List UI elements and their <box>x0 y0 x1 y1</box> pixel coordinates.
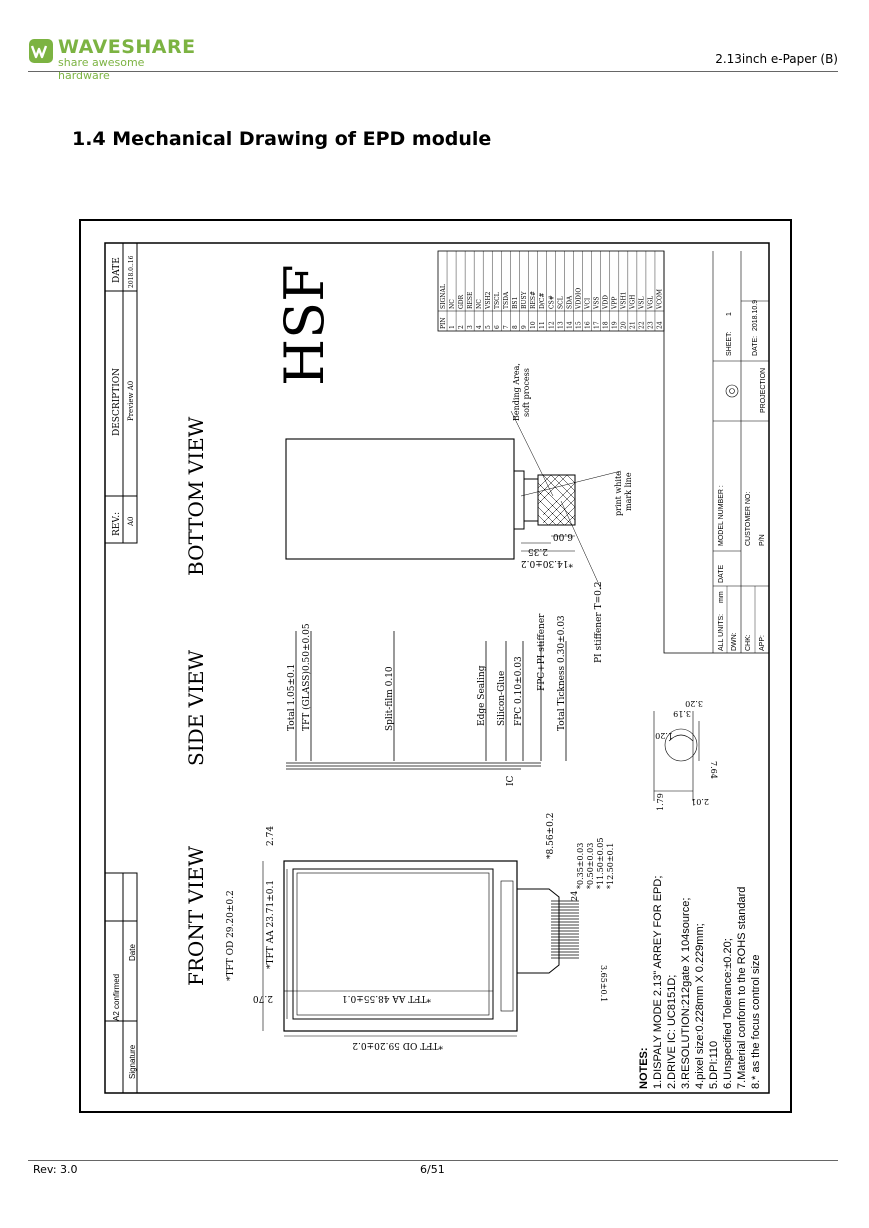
tft-outline <box>284 861 517 1031</box>
revision-table <box>105 243 137 543</box>
waveshare-logo-icon <box>28 38 54 64</box>
note-8: 8.* as the focus control size <box>750 954 762 1089</box>
header-divider <box>28 71 838 72</box>
brand-tagline: share awesome hardware <box>58 56 145 82</box>
footer-revision: Rev: 3.0 <box>33 1163 78 1176</box>
side-glass: TFT (GLASS)0.50±0.05 <box>302 623 312 731</box>
tb-projection: PROJECTION <box>760 367 767 413</box>
pin-signal: SDA <box>566 295 574 309</box>
bottom-length: *14.30±0.2 <box>520 558 573 568</box>
hsf-mark: HSF <box>273 264 336 386</box>
detail-d4: 1.79 <box>656 793 665 811</box>
tb-dwn: DWN: <box>731 632 738 651</box>
dim-tft-aa-height: *TFT AA 23.71±0.1 <box>266 879 276 969</box>
pin-header: PIN <box>439 317 447 329</box>
note-3: 3.RESOLUTION:212gate X 104source; <box>680 897 692 1089</box>
pin-number: 21 <box>629 321 637 329</box>
bend-area: Bending Area, <box>512 363 521 421</box>
desc-value: Preview A0 <box>127 380 135 421</box>
section-title: 1.4 Mechanical Drawing of EPD module <box>72 128 492 150</box>
pin-signal: VPP <box>611 296 619 309</box>
pin-number: 6 <box>494 325 502 329</box>
tb-sheet-label: SHEET: <box>726 331 733 356</box>
pin-signal: VDD <box>602 295 610 309</box>
tb-all-units: ALL UNITS: <box>718 613 725 651</box>
pin-signal: CS# <box>548 295 556 309</box>
side-silicon-glue: Silicon-Glue <box>497 670 507 726</box>
side-total-thickness: Total 1.05±0.1 <box>287 663 297 731</box>
detail-d1: 3.20 <box>685 699 703 708</box>
pin-number: 10 <box>530 321 538 329</box>
fpc-pins <box>551 901 579 958</box>
title-block <box>664 251 769 653</box>
pin-signal: VSH1 <box>620 291 628 309</box>
note-6: 6.Unspecified Tolerance:±0.20; <box>722 938 734 1089</box>
brand-name: WAVESHARE <box>58 36 196 58</box>
side-split-film: Split-film 0.10 <box>385 666 395 731</box>
pin-table <box>438 251 664 331</box>
side-fpc-pi: FPC+PI stiffener <box>537 613 547 691</box>
pin-signal: VSS <box>593 296 601 309</box>
pin-signal: VDDIO <box>575 287 583 309</box>
soft-process: soft process <box>522 368 531 417</box>
pin-number: 15 <box>575 321 583 329</box>
drawing-canvas <box>81 221 790 1111</box>
bottom-view-title: BOTTOM VIEW <box>184 416 208 576</box>
pin-signal: GDR <box>457 294 465 309</box>
bottom-dim-a: 2.35 <box>527 546 548 556</box>
tb-date-label: DATE: <box>752 335 759 356</box>
dim-tft-od-height: *TFT OD 29.20±0.2 <box>226 890 236 981</box>
pin-number: 7 <box>503 325 511 329</box>
pin-number: 20 <box>620 321 628 329</box>
approval-table <box>105 873 137 1093</box>
pin-number: 18 <box>602 321 610 329</box>
side-view-stack <box>286 631 566 769</box>
tb-date: DATE <box>718 564 725 583</box>
pin-signal: TSCL <box>494 292 502 309</box>
dim-pitch-total: *11.50±0.05 <box>596 837 605 889</box>
dim-pitch-b: *0.50±0.03 <box>586 842 595 889</box>
dim-left-margin: 2.70 <box>252 993 273 1003</box>
tb-app: APP: <box>759 635 766 651</box>
pin-number: 23 <box>647 321 655 329</box>
tb-customer-no: CUSTOMER NO: <box>745 491 752 546</box>
pin-number: 22 <box>638 321 646 329</box>
pin-number: 13 <box>557 321 565 329</box>
date-value: 2018.0..16 <box>128 255 135 288</box>
a2-confirmed: A2 confirmed <box>112 973 121 1021</box>
pin-signal: VGH <box>629 294 637 309</box>
side-fpc-thickness: FPC 0.10±0.03 <box>514 656 524 726</box>
tb-pn: P/N <box>759 534 766 546</box>
rev-label: REV.: <box>112 511 122 536</box>
date-label: DATE <box>112 257 122 283</box>
dim-top-margin: 2.74 <box>266 825 276 846</box>
tb-units: mm <box>718 591 725 603</box>
tb-sheet-value: 1 <box>726 312 733 316</box>
pin-number: 1 <box>448 325 456 329</box>
pin-signal: NC <box>448 299 456 309</box>
detail-d2: 3.19 <box>673 709 691 718</box>
desc-label: DESCRIPTION <box>112 367 122 436</box>
pin-number: 16 <box>584 321 592 329</box>
tb-model-number: MODEL NUMBER : <box>718 485 725 546</box>
dim-pin-count: 24 <box>570 890 579 901</box>
waveshare-logo <box>28 34 198 82</box>
pin-number: 5 <box>484 325 492 329</box>
pin-signal: BS1 <box>512 296 520 309</box>
dim-fpc-offset: 3.65±0.1 <box>599 965 608 1003</box>
document-title: 2.13inch e-Paper (B) <box>715 52 838 66</box>
dim-pitch-a: *0.35±0.03 <box>576 842 585 889</box>
dim-fpc-width: *12.50±0.1 <box>606 842 615 889</box>
note-1: 1.DISPALY MODE 2.13" ARREY FOR EPD; <box>652 875 664 1089</box>
pin-number: 4 <box>475 325 483 329</box>
dim-fpc-length: *8.56±0.2 <box>546 812 556 859</box>
print-white: print white <box>614 471 623 516</box>
side-fpc-total: Total Tickness 0.30±0.03 <box>557 615 567 731</box>
side-edge-sealing: Edge Sealing <box>477 665 487 726</box>
mark-line: mark line <box>624 472 633 511</box>
note-7: 7.Material conform to the ROHS standard <box>736 886 748 1089</box>
tb-date-value: 2018.10.9 <box>752 299 759 331</box>
detail-d5: 2.01 <box>691 797 709 806</box>
pin-signal: SCL <box>557 296 565 309</box>
pin-signal: TSDA <box>503 291 511 309</box>
footer-divider <box>28 1160 838 1161</box>
detail-d3: 1.20 <box>655 731 673 740</box>
dim-tft-aa-width: *TFT AA 48.55±0.1 <box>341 993 431 1003</box>
front-view-title: FRONT VIEW <box>184 845 208 986</box>
mechanical-drawing <box>79 219 792 1113</box>
pin-number: 8 <box>512 325 520 329</box>
pin-signal: VCI <box>584 297 592 309</box>
note-5: 5.DPI:110 <box>708 1040 720 1089</box>
pi-stiffener: PI stiffener T=0.2 <box>594 581 604 663</box>
pin-number: 9 <box>521 325 529 329</box>
pin-number: 11 <box>539 321 547 329</box>
approval-signature: Signature <box>128 1044 137 1079</box>
pin-signal: VGL <box>647 295 655 309</box>
pin-number: 12 <box>548 321 556 329</box>
footer-page-number: 6/51 <box>420 1163 445 1176</box>
pin-number: 19 <box>611 321 619 329</box>
side-ic-label: IC <box>506 775 516 786</box>
tb-chk: CHK: <box>745 634 752 651</box>
pin-signal: D/C# <box>539 292 547 309</box>
detail-bend <box>654 711 699 801</box>
signal-header: SIGNAL <box>439 284 447 309</box>
pin-signal: BUSY <box>521 291 529 309</box>
notes <box>638 876 762 1089</box>
note-2: 2.DRIVE IC: UC8151D; <box>666 974 678 1089</box>
detail-d6: 7.64 <box>709 761 718 779</box>
note-4: 4.pixel size:0.228mm X 0.229mm; <box>694 923 706 1089</box>
pin-signal: RESE <box>466 291 474 309</box>
projection-symbol <box>726 385 738 397</box>
pin-number: 24 <box>656 321 664 329</box>
pin-signal: RES# <box>530 290 538 309</box>
front-view-module <box>263 861 579 1036</box>
pin-signal: NC <box>475 299 483 309</box>
pin-signal: VSL <box>638 296 646 309</box>
dim-tft-od-width: *TFT OD 59.20±0.2 <box>352 1040 443 1050</box>
pin-number: 3 <box>466 325 474 329</box>
notes-heading: NOTES: <box>638 1047 650 1089</box>
pin-signal: VSH2 <box>484 291 492 309</box>
approval-date: Date <box>128 944 137 961</box>
bottom-dim-b: 6.00 <box>552 531 573 541</box>
pin-number: 2 <box>457 325 465 329</box>
side-view-title: SIDE VIEW <box>184 649 208 766</box>
pin-number: 14 <box>566 321 574 329</box>
pin-number: 17 <box>593 321 601 329</box>
pin-signal: VCOM <box>656 289 664 309</box>
rev-value: A0 <box>127 516 135 526</box>
